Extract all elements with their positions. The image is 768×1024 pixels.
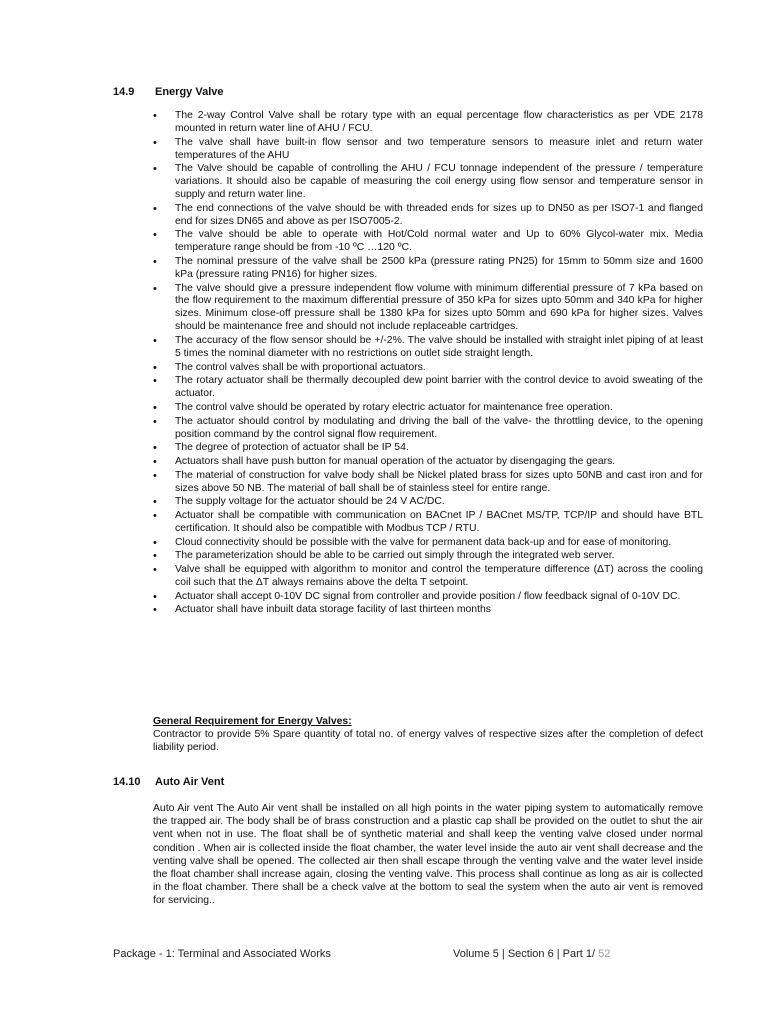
footer-volume-info (453, 948, 610, 960)
bullet-item: • The material of construction for valve body shall be Nickel plated brass for sizes upto 50NB and cast iron and for sizes above 50 NB. The material of ball shall be of stainless steel for entire range. (153, 470, 703, 496)
bullet-item: • The rotary actuator shall be thermally decoupled dew point barrier with the control device to avoid sweating of the actuator. (153, 375, 703, 401)
bullet-item: • The supply voltage for the actuator should be 24 V AC/DC. (153, 496, 703, 509)
bullet-item: • The nominal pressure of the valve shall be 2500 kPa (pressure rating PN25) for 15mm to 50mm size and 1600 kPa (pressure rating PN16) for higher sizes. (153, 256, 703, 282)
bullet-item: • The accuracy of the flow sensor should be +/-2%. The valve should be installed with straight inlet piping of at least 5 times the nominal diameter with no restrictions on outlet side straight length. (153, 335, 703, 361)
bullet-item: • Actuator shall accept 0-10V DC signal from controller and provide position / flow feedback signal of 0-10V DC. (153, 591, 703, 604)
bullet-item: • The valve should be able to operate with Hot/Cold normal water and Up to 60% Glycol-water mix. Media temperature range should be from -10 ºC …120 ºC. (153, 229, 703, 255)
bullet-item: • The Valve should be capable of controlling the AHU / FCU tonnage independent of the pressure / temperature variations. It should also be capable of measuring the coil energy using flow sensor and temperature sensor in supply and return water line. (153, 163, 703, 202)
bullet-item: • The degree of protection of actuator shall be IP 54. (153, 442, 703, 455)
section-title: Auto Air Vent (155, 776, 225, 788)
bullet-item: • Valve shall be equipped with algorithm to monitor and control the temperature difference (ΔT) across the cooling coil such that the ΔT always remains above the delta T setpoint. (153, 564, 703, 590)
bullet-item: • The actuator should control by modulating and driving the ball of the valve- the throttling device, to the opening position command by the control signal flow requirement. (153, 416, 703, 442)
section-number: 14.10 (113, 776, 141, 788)
section-heading-14-9 (113, 86, 224, 98)
bullet-item: • Actuator shall be compatible with communication on BACnet IP / BACnet MS/TP, TCP/IP and should have BTL certification. It should also be compatible with Modbus TCP / RTU. (153, 510, 703, 536)
bullet-item: • The control valve should be operated by rotary electric actuator for maintenance free operation. (153, 402, 703, 415)
bullet-item: • The control valves shall be with proportional actuators. (153, 362, 703, 375)
bullet-item: • The parameterization should be able to be carried out simply through the integrated web server. (153, 550, 703, 563)
footer-package-label: Package - 1: Terminal and Associated Works (113, 948, 331, 960)
section-title: Energy Valve (155, 86, 224, 98)
bullet-item: • Actuators shall have push button for manual operation of the actuator by disengaging the gears. (153, 456, 703, 469)
bullet-item: • The 2-way Control Valve shall be rotary type with an equal percentage flow characteristics as per VDE 2178 mounted in return water line of AHU / FCU. (153, 110, 703, 136)
general-requirement-title: General Requirement for Energy Valves: (153, 716, 352, 727)
footer-volume-text: Volume 5 | Section 6 | Part 1/ (453, 948, 599, 960)
bullet-item: • Cloud connectivity should be possible with the valve for permanent data back-up and for ease of monitoring. (153, 537, 703, 550)
bullet-item: • The valve should give a pressure independent flow volume with minimum differential pressure of 7 kPa based on the flow requirement to the maximum differential pressure of 350 kPa for sizes upto 50mm and 340 kPa for higher sizes. Minimum close-off pressure shall be 1380 kPa for sizes upto 50mm and 690 kPa for higher sizes. Valves should be maintenance free and should not include replaceable cartridges. (153, 283, 703, 335)
bullet-item: • The end connections of the valve should be with threaded ends for sizes up to DN50 as per ISO7-1 and flanged end for sizes DN65 and above as per ISO7005-2. (153, 203, 703, 229)
section-number: 14.9 (113, 86, 135, 98)
auto-air-vent-paragraph: Auto Air vent The Auto Air vent shall be installed on all high points in the water piping system to automatically remove the trapped air. The body shall be of brass construction and a plastic cap shall be provided on the outlet to shut the air vent when not in use. The float shall be of synthetic material and shall keep the venting valve closed under normal condition . When air is collected inside the float chamber, the water level inside the auto air vent shall decrease and the venting valve shall be opened. The collected air then shall escape through the venting valve and the water level inside the float chamber shall increase again, closing the venting valve. This process shall continue as long as air is collected in the float chamber. There shall be a check valve at the bottom to seal the system when the auto air vent is removed for servicing.. (153, 803, 703, 907)
bullet-item: • Actuator shall have inbuilt data storage facility of last thirteen months (153, 604, 703, 617)
general-requirement-text: Contractor to provide 5% Spare quantity of total no. of energy valves of respective sizes after the completion of defect liability period. (153, 728, 703, 753)
general-requirement-block (153, 716, 703, 755)
bullet-item: • The valve shall have built-in flow sensor and two temperature sensors to measure inlet and return water temperatures of the AHU (153, 137, 703, 163)
footer-page-number: 52 (598, 948, 611, 960)
energy-valve-bullet-list (153, 110, 703, 618)
section-heading-14-10 (113, 776, 224, 788)
